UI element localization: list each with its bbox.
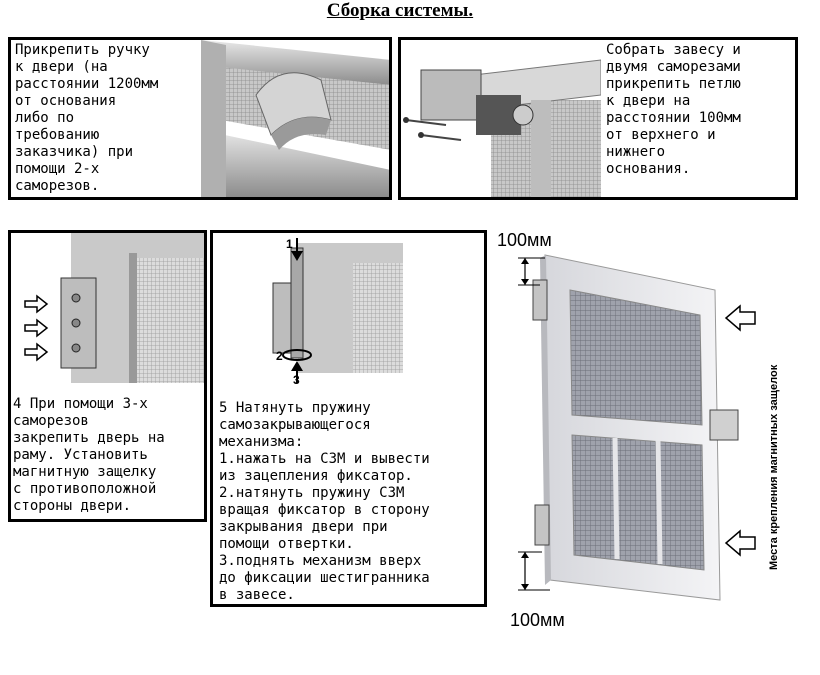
panel-hinge — [398, 37, 798, 200]
mount-illustration — [11, 233, 204, 383]
handle-illustration — [201, 40, 391, 197]
panel-mount — [8, 230, 207, 522]
door-illustration — [500, 250, 770, 610]
step-label-1: 1 — [286, 237, 293, 251]
dim-bottom-label: 100мм — [510, 610, 565, 630]
arrow-icon — [726, 306, 755, 330]
spring-illustration — [263, 233, 403, 393]
arrow-icon — [726, 531, 755, 555]
panel-handle — [8, 37, 392, 200]
panel-spring-text: 5 Натянуть пружину самозакрывающегося механизма: 1.нажать на СЗМ и вывести из зацепления фиксатор. 2.натянуть пружину СЗМ вращая фиксатор в сторону закрывания двери при помощи отвертки. 3.поднять механизм вверх до фиксации шестигранника в завесе. — [219, 400, 430, 603]
page-title — [0, 0, 800, 22]
step-label-2: 2 — [276, 349, 283, 363]
arrow-icon — [25, 344, 47, 360]
panel-handle-text: Прикрепить ручку к двери (на расстоянии 1200мм от основания либо по требованию заказчика) при помощи 2-х саморезов. — [15, 42, 159, 194]
dim-top-label: 100мм — [497, 230, 552, 250]
arrow-icon — [25, 320, 47, 336]
step-label-3: 3 — [293, 373, 300, 387]
panel-mount-text: 4 При помощи 3-х саморезов закрепить дверь на раму. Установить магнитную защелку с противоположной стороны двери. — [13, 396, 165, 514]
hinge-illustration — [401, 40, 601, 197]
panel-spring — [210, 230, 487, 607]
arrow-icon — [25, 296, 47, 312]
magnet-side-label: Места крепления магнитных защелок — [768, 364, 780, 570]
page-title-text: Сборка системы. — [326, 0, 474, 21]
panel-hinge-text: Собрать завесу и двумя саморезами прикрепить петлю к двери на расстоянии 100мм от верхнего и нижнего основания. — [606, 42, 741, 177]
